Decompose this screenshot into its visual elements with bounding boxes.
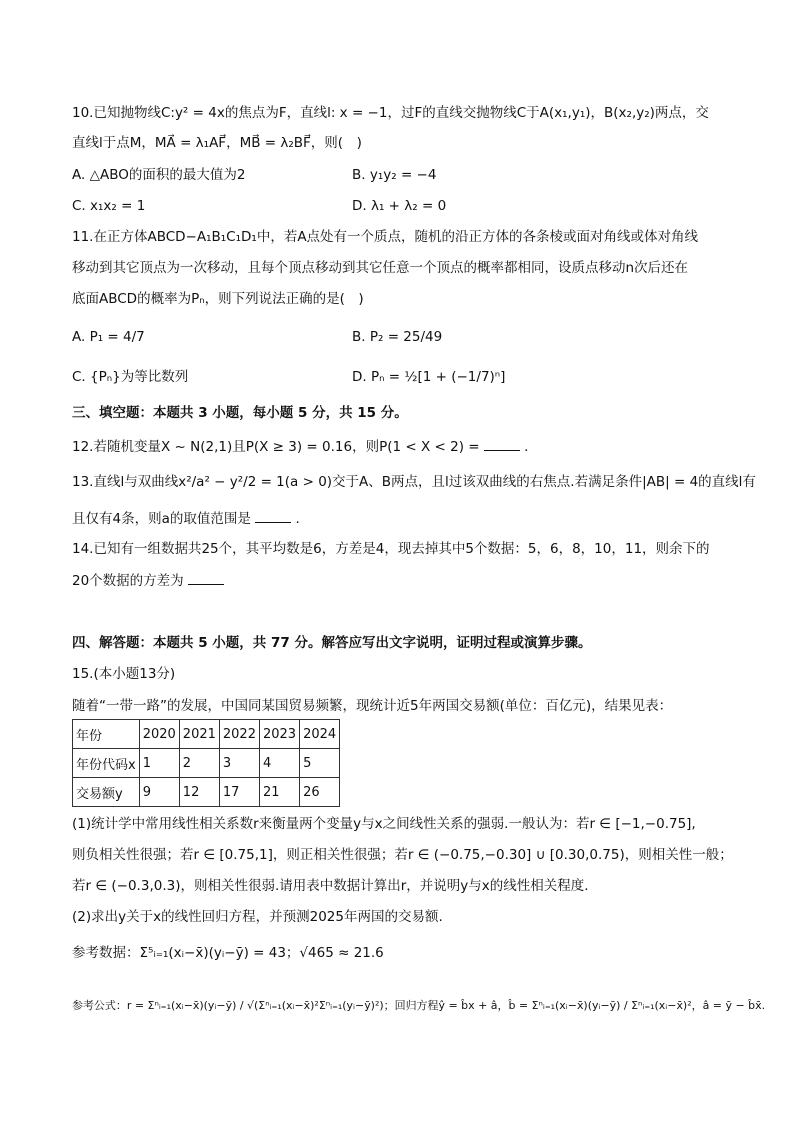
table-row-code (73, 749, 340, 778)
table-cell: 2022 (219, 720, 259, 749)
q12-stem (72, 436, 528, 457)
q12-text: 12.若随机变量X ~ N(2,1)且P(X ≥ 3) = 0.16，则P(1 < X < 2) = (72, 439, 480, 455)
table-cell: 2023 (259, 720, 299, 749)
section3-heading: 三、填空题：本题共 3 小题，每小题 5 分，共 15 分。 (72, 405, 408, 421)
table-cell: 21 (259, 778, 299, 807)
table-cell: 2020 (139, 720, 179, 749)
q11-stem-line3: 底面ABCD的概率为Pₙ，则下列说法正确的是( ) (72, 291, 364, 307)
table-cell: 2024 (300, 720, 340, 749)
q15-part1-line1: (1)统计学中常用线性相关系数r来衡量两个变量y与x之间线性关系的强弱.一般认为：若r ∈ [−1,−0.75], (72, 816, 696, 832)
q15-part1-line2: 则负相关性很强；若r ∈ [0.75,1]，则正相关性很强；若r ∈ (−0.75,−0.30] ∪ [0.30,0.75)，则相关性一般； (72, 847, 733, 863)
table-cell: 17 (219, 778, 259, 807)
table-row-amount (73, 778, 340, 807)
q14-text: 20个数据的方差为 (72, 573, 184, 589)
q14-stem-line1: 14.已知有一组数据共25个，其平均数是6，方差是4，现去掉其中5个数据：5，6，8，10，11，则余下的 (72, 541, 710, 557)
table-cell: 12 (179, 778, 219, 807)
q10-option-c: C. x₁x₂ = 1 (72, 198, 146, 214)
q10-option-a: A. △ABO的面积的最大值为2 (72, 167, 246, 183)
table-cell: 3 (219, 749, 259, 778)
table-cell: 年份代码x (73, 749, 140, 778)
q13-end: . (295, 511, 300, 527)
table-cell: 2 (179, 749, 219, 778)
table-cell: 5 (300, 749, 340, 778)
section4-heading: 四、解答题：本题共 5 小题，共 77 分。解答应写出文字说明，证明过程或演算步骤。 (72, 635, 592, 651)
q15-title: 15.(本小题13分) (72, 666, 176, 682)
q15-reference-formula: 参考公式：r = Σⁿᵢ₌₁(xᵢ−x̄)(yᵢ−ȳ) / √(Σⁿᵢ₌₁(xᵢ−x̄)²Σⁿᵢ₌₁(yᵢ−ȳ)²)；回归方程ŷ = b̂x + â，b̂ = Σⁿᵢ₌₁(xᵢ−x̄)(yᵢ−ȳ) / Σⁿᵢ₌₁(xᵢ−x̄)²，â = ȳ − b̂x̄. (72, 999, 766, 1012)
q11-option-d: D. Pₙ = ½[1 + (−1/7)ⁿ] (352, 369, 506, 385)
table-cell: 年份 (73, 720, 140, 749)
q11-option-b: B. P₂ = 25/49 (352, 329, 443, 345)
q12-answer-blank[interactable] (484, 436, 520, 451)
q11-stem-line1: 11.在正方体ABCD−A₁B₁C₁D₁中，若A点处有一个质点，随机的沿正方体的各条棱或面对角线或体对角线 (72, 229, 699, 245)
q10-stem-line1: 10.已知抛物线C:y² = 4x的焦点为F，直线l: x = −1，过F的直线交抛物线C于A(x₁,y₁)，B(x₂,y₂)两点，交 (72, 105, 709, 121)
table-cell: 交易额y (73, 778, 140, 807)
q13-stem-line2 (72, 508, 300, 529)
q15-intro: 随着“一带一路”的发展，中国同某国贸易频繁，现统计近5年两国交易额(单位：百亿元)，结果见表： (72, 698, 673, 714)
q13-stem-line1: 13.直线l与双曲线x²/a² − y²/2 = 1(a > 0)交于A、B两点，且l过该双曲线的右焦点.若满足条件|AB| = 4的直线l有 (72, 474, 756, 490)
q14-answer-blank[interactable] (188, 570, 224, 585)
q11-option-a: A. P₁ = 4/7 (72, 329, 145, 345)
table-cell: 26 (300, 778, 340, 807)
trade-table (72, 719, 340, 807)
table-cell: 2021 (179, 720, 219, 749)
q14-stem-line2 (72, 570, 224, 591)
q10-option-b: B. y₁y₂ = −4 (352, 167, 437, 183)
q12-end: . (524, 439, 529, 455)
table-row-year (73, 720, 340, 749)
q11-stem-line2: 移动到其它顶点为一次移动，且每个顶点移动到其它任意一个顶点的概率都相同，设质点移动n次后还在 (72, 260, 689, 276)
q11-option-c: C. {Pₙ}为等比数列 (72, 369, 189, 385)
q15-part1-line3: 若r ∈ (−0.3,0.3)，则相关性很弱.请用表中数据计算出r，并说明y与x的线性相关程度. (72, 878, 589, 894)
table-cell: 9 (139, 778, 179, 807)
q10-stem-line2: 直线l于点M，MA⃗ = λ₁AF⃗，MB⃗ = λ₂BF⃗，则( ) (72, 135, 362, 151)
q10-option-d: D. λ₁ + λ₂ = 0 (352, 198, 447, 214)
q15-part2: (2)求出y关于x的线性回归方程，并预测2025年两国的交易额. (72, 909, 443, 925)
table-cell: 1 (139, 749, 179, 778)
q13-text: 且仅有4条，则a的取值范围是 (72, 511, 251, 527)
q13-answer-blank[interactable] (255, 508, 291, 523)
table-cell: 4 (259, 749, 299, 778)
q15-reference-data: 参考数据：Σ⁵ᵢ₌₁(xᵢ−x̄)(yᵢ−ȳ) = 43；√465 ≈ 21.6 (72, 945, 384, 961)
